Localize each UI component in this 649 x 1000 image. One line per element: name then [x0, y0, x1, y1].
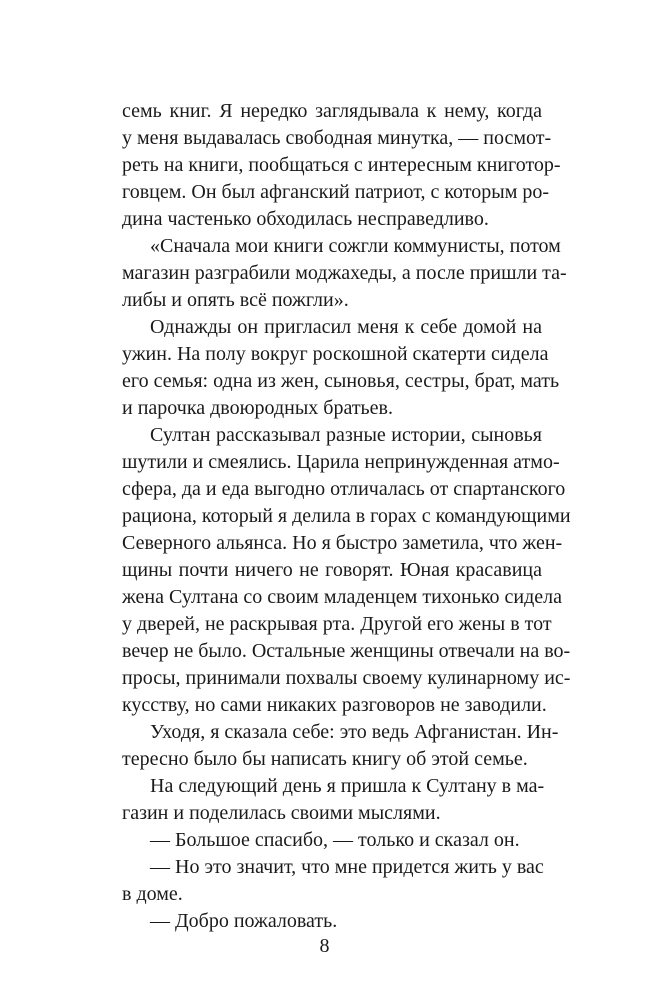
text-line: сфера, да и еда выгодно отличалась от спартанского	[122, 478, 566, 500]
text-line: либы и опять всё пожгли».	[122, 289, 349, 311]
text-line: говцем. Он был афганский патриот, с которым ро-	[122, 181, 550, 203]
text-line: Северного альянса. Но я быстро заметила, что жен-	[122, 532, 563, 554]
text-line: На следующий день я пришла к Султану в ма-	[150, 775, 545, 797]
text-line: у меня выдавалась свободная минутка, — посмот-	[122, 127, 552, 149]
text-line: Уходя, я сказала себе: это ведь Афганистан. Ин-	[150, 721, 559, 743]
text-line: Султан рассказывал разные истории, сыновья	[150, 424, 542, 446]
text-line: кусству, но сами никаких разговоров не заводили.	[122, 694, 547, 716]
text-line: у дверей, не раскрывая рта. Другой его жены в тот	[122, 613, 552, 635]
text-line: и парочка двоюродных братьев.	[122, 397, 393, 419]
text-line: Однажды он пригласил меня к себе домой на	[150, 316, 542, 338]
text-line: «Сначала мои книги сожгли коммунисты, потом	[150, 235, 561, 257]
text-line: щины почти ничего не говорят. Юная красавица	[122, 559, 542, 581]
text-line: просы, принимали похвалы своему кулинарному ис-	[122, 667, 571, 689]
text-line: магазин разграбили моджахеды, а после пришли та-	[122, 262, 567, 284]
text-line: в доме.	[122, 883, 183, 905]
text-line: ужин. На полу вокруг роскошной скатерти сидела	[122, 343, 549, 365]
text-line: газин и поделилась своими мыслями.	[122, 802, 441, 824]
text-line: тересно было бы написать книгу об этой семье.	[122, 748, 528, 770]
text-line: жена Султана со своим младенцем тихонько сидела	[122, 586, 563, 608]
text-line: реть на книги, пообщаться с интересным книготор-	[122, 154, 561, 176]
text-line: рациона, который я делила в горах с командующими	[122, 505, 571, 527]
text-line: — Большое спасибо, — только и сказал он.	[150, 829, 520, 851]
text-line: дина частенько обходилась несправедливо.	[122, 208, 489, 230]
text-line: семь книг. Я нередко заглядывала к нему, когда	[122, 100, 542, 122]
text-line: его семья: одна из жен, сыновья, сестры, брат, мать	[122, 370, 560, 392]
page-number: 8	[319, 935, 330, 957]
text-line: — Добро пожаловать.	[150, 910, 338, 932]
text-line: — Но это значит, что мне придется жить у вас	[150, 856, 544, 878]
text-line: шутили и смеялись. Царила непринужденная атмо-	[122, 451, 560, 473]
text-line: вечер не было. Остальные женщины отвечали на во-	[122, 640, 571, 662]
